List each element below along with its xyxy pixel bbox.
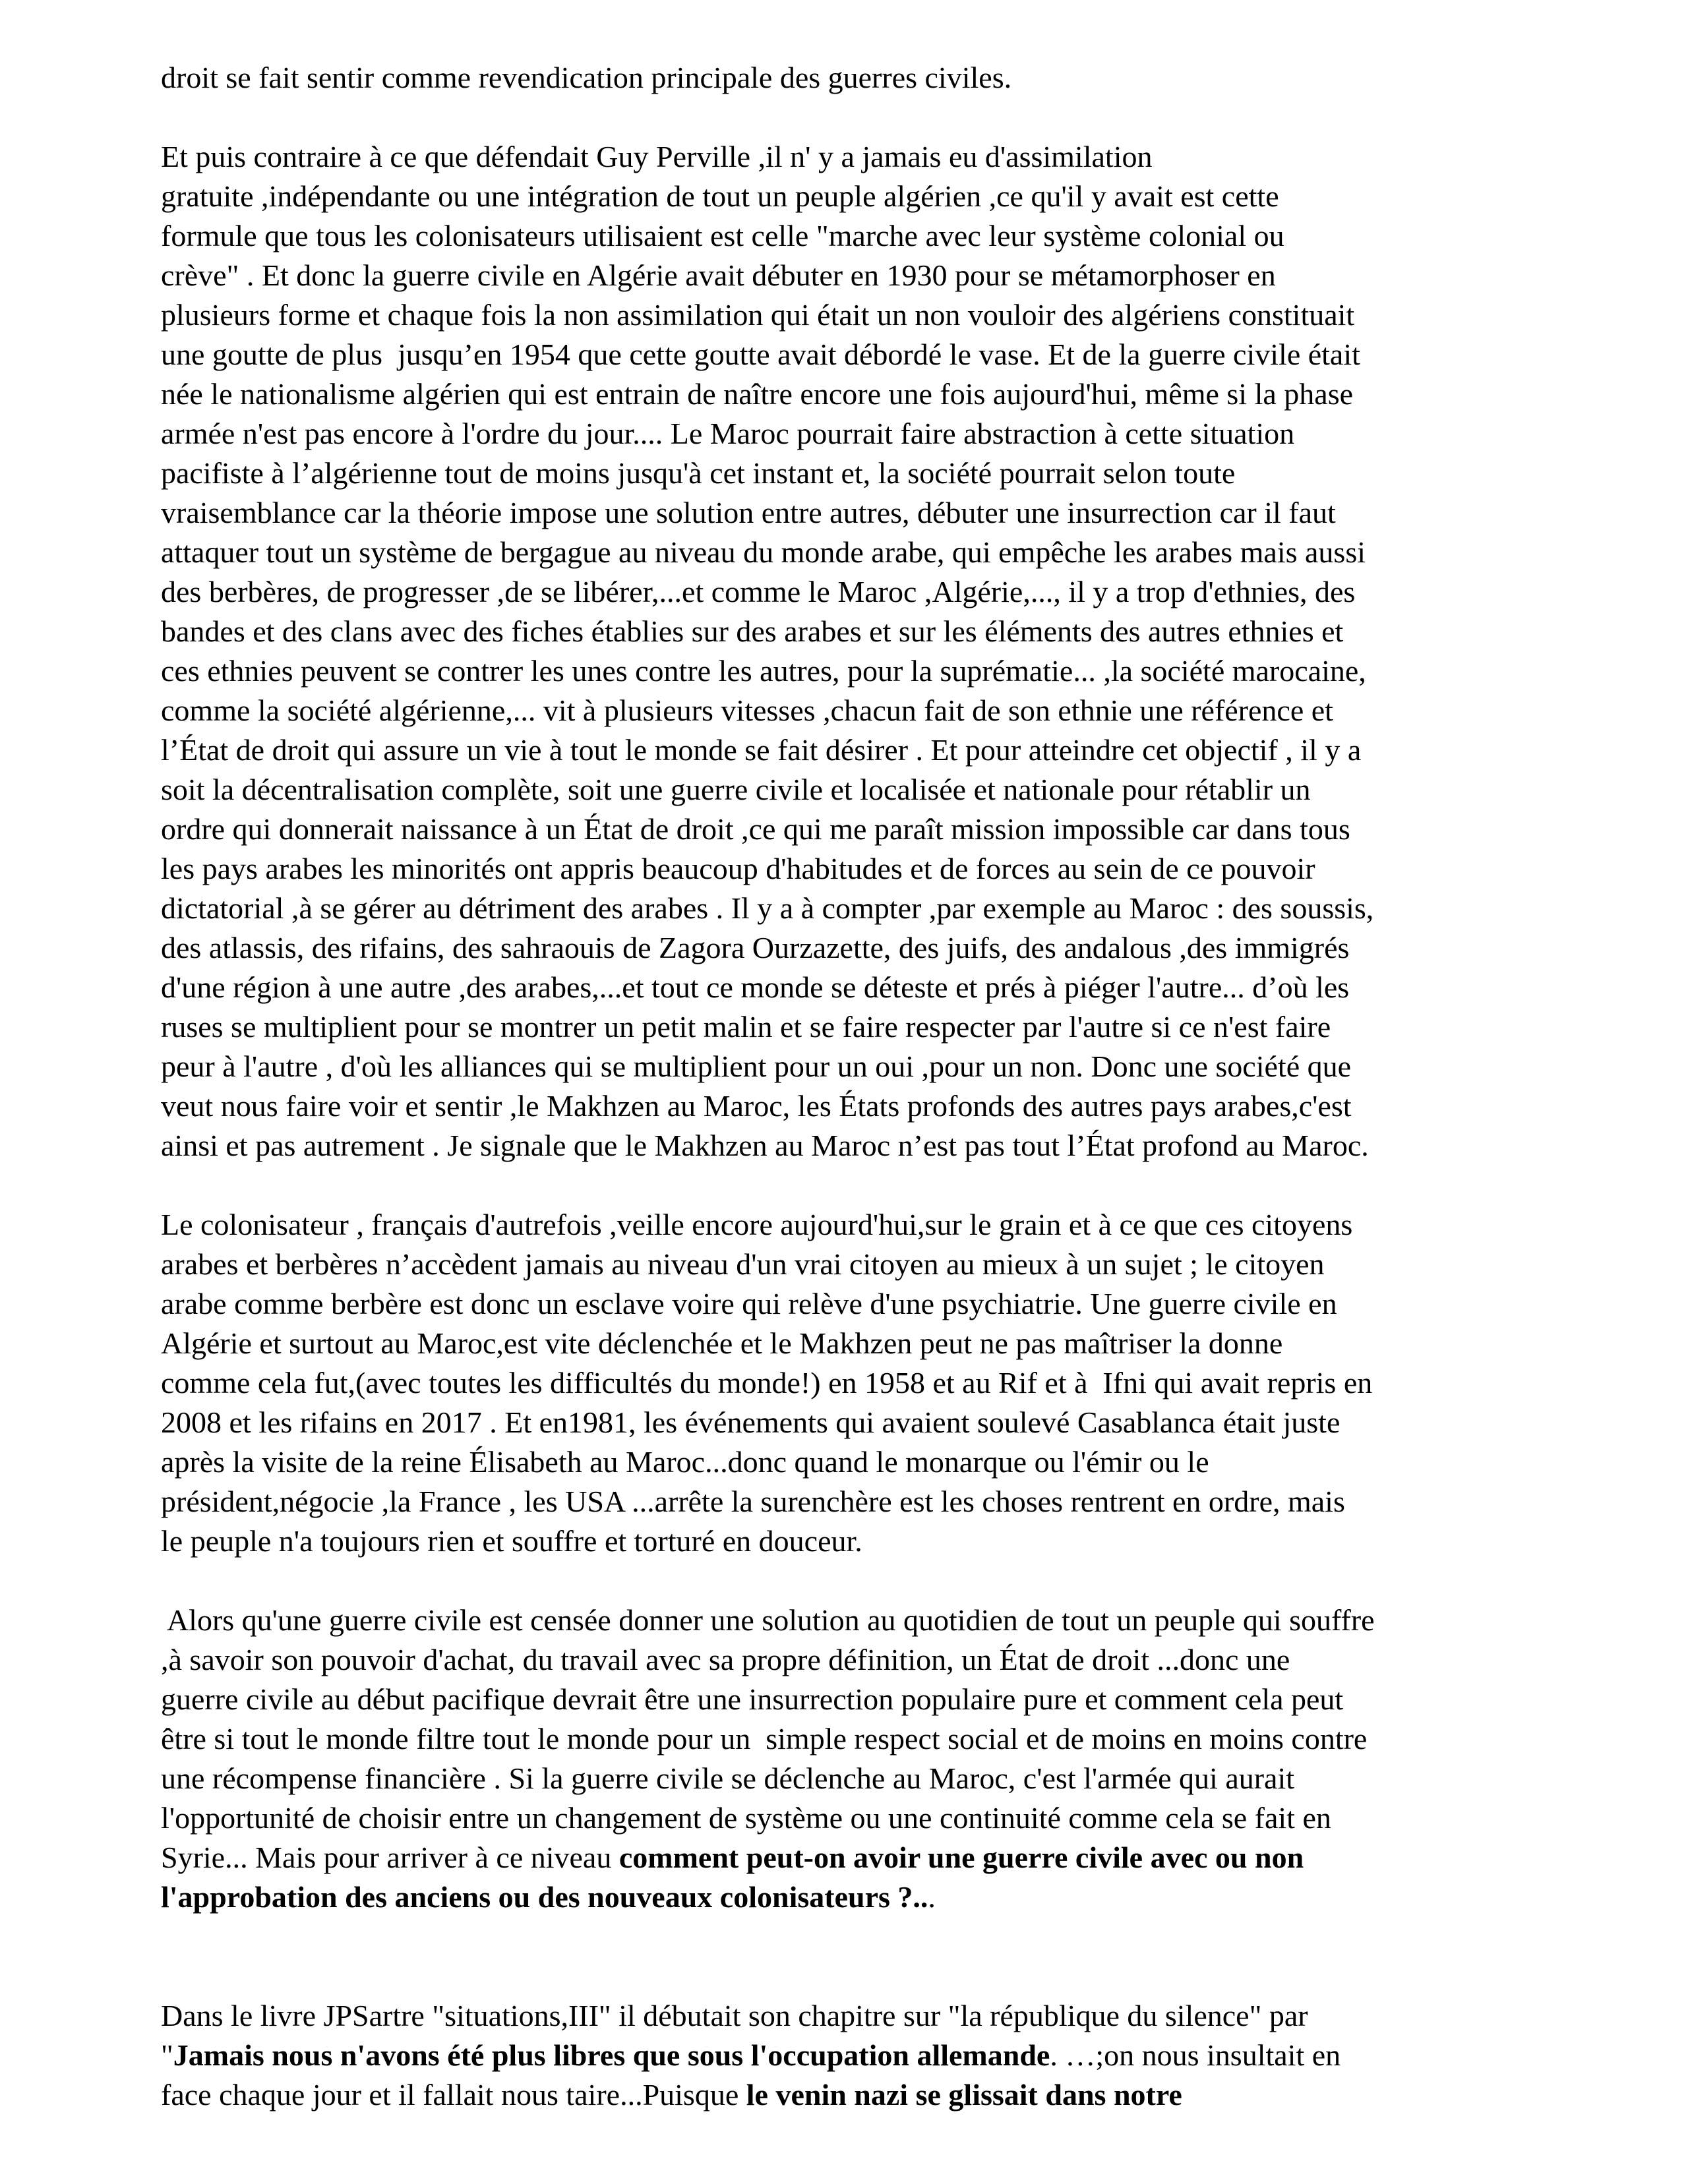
text-line bbox=[161, 1205, 1572, 1245]
paragraph-spacer bbox=[161, 1166, 1572, 1205]
text-line bbox=[161, 1324, 1572, 1363]
text-run: plusieurs forme et chaque fois la non assimilation qui était un non vouloir des algériens constituait bbox=[161, 298, 1355, 332]
text-line bbox=[161, 1403, 1572, 1442]
text-run: arabe comme berbère est donc un esclave voire qui relève d'une psychiatrie. Une guerre civile en bbox=[161, 1287, 1337, 1320]
text-run: ainsi et pas autrement . Je signale que le Makhzen au Maroc n’est pas tout l’État profond au Maroc. bbox=[161, 1129, 1369, 1162]
text-run: président,négocie ,la France , les USA ...arrête la surenchère est les choses rentrent en ordre, mais bbox=[161, 1485, 1345, 1518]
text-line bbox=[161, 137, 1572, 177]
bold-text-run: Jamais nous n'avons été plus libres que sous l'occupation allemande bbox=[173, 2038, 1050, 2072]
text-run: Alors qu'une guerre civile est censée donner une solution au quotidien de tout un peuple qui souffre bbox=[161, 1603, 1375, 1637]
text-run: des berbères, de progresser ,de se libérer,...et comme le Maroc ,Algérie,..., il y a trop d'ethnies, des bbox=[161, 575, 1356, 608]
text-run: ,à savoir son pouvoir d'achat, du travail avec sa propre définition, un État de droit ...donc une bbox=[161, 1643, 1290, 1676]
paragraph-spacer bbox=[161, 98, 1572, 137]
text-run: l’État de droit qui assure un vie à tout le monde se fait désirer . Et pour atteindre cet objectif , il y a bbox=[161, 733, 1362, 767]
paragraph bbox=[161, 58, 1572, 98]
text-run: formule que tous les colonisateurs utilisaient est celle "marche avec leur système colonial ou bbox=[161, 219, 1284, 252]
text-run: les pays arabes les minorités ont appris beaucoup d'habitudes et de forces au sein de ce pouvoir bbox=[161, 852, 1315, 885]
document-body bbox=[161, 58, 1572, 2115]
text-line bbox=[161, 651, 1572, 691]
text-line bbox=[161, 2036, 1572, 2075]
text-line bbox=[161, 414, 1572, 454]
text-run: l'opportunité de choisir entre un changement de système ou une continuité comme cela se fait en bbox=[161, 1801, 1331, 1835]
text-run: ordre qui donnerait naissance à un État de droit ,ce qui me paraît mission impossible car dans tous bbox=[161, 812, 1350, 846]
text-line bbox=[161, 889, 1572, 928]
text-run: née le nationalisme algérien qui est entrain de naître encore une fois aujourd'hui, même si la phase bbox=[161, 377, 1354, 411]
text-run: veut nous faire voir et sentir ,le Makhzen au Maroc, les États profonds des autres pays arabes,c'est bbox=[161, 1089, 1352, 1123]
text-run: peur à l'autre , d'où les alliances qui se multiplient pour un oui ,pour un non. Donc une société que bbox=[161, 1049, 1352, 1083]
text-run: gratuite ,indépendante ou une intégration de tout un peuple algérien ,ce qu'il y avait est cette bbox=[161, 179, 1279, 213]
paragraph bbox=[161, 1205, 1572, 1561]
text-run: vraisemblance car la théorie impose une solution entre autres, débuter une insurrection car il faut bbox=[161, 496, 1336, 529]
text-line bbox=[161, 572, 1572, 612]
text-line bbox=[161, 533, 1572, 572]
text-run: Et puis contraire à ce que défendait Guy Perville ,il n' y a jamais eu d'assimilation bbox=[161, 140, 1153, 173]
text-line bbox=[161, 1442, 1572, 1482]
text-line bbox=[161, 1086, 1572, 1126]
paragraph bbox=[161, 1601, 1572, 1917]
text-line bbox=[161, 1798, 1572, 1838]
paragraph-spacer bbox=[161, 1561, 1572, 1601]
text-run: armée n'est pas encore à l'ordre du jour.... Le Maroc pourrait faire abstraction à cette situation bbox=[161, 417, 1295, 450]
text-line bbox=[161, 1245, 1572, 1284]
text-run: attaquer tout un système de bergague au niveau du monde arabe, qui empêche les arabes mais aussi bbox=[161, 535, 1366, 569]
text-line bbox=[161, 730, 1572, 770]
text-line bbox=[161, 374, 1572, 414]
text-line bbox=[161, 1126, 1572, 1166]
text-run: une goutte de plus jusqu’en 1954 que cette goutte avait débordé le vase. Et de la guerre civile était bbox=[161, 338, 1360, 371]
text-run: 2008 et les rifains en 2017 . Et en1981, les événements qui avaient soulevé Casablanca était juste bbox=[161, 1405, 1341, 1439]
text-line bbox=[161, 1007, 1572, 1047]
text-line bbox=[161, 1521, 1572, 1561]
text-line bbox=[161, 810, 1572, 849]
text-line bbox=[161, 770, 1572, 810]
text-line bbox=[161, 335, 1572, 374]
text-line bbox=[161, 691, 1572, 730]
text-line bbox=[161, 1996, 1572, 2036]
bold-text-run: l'approbation des anciens ou des nouveaux colonisateurs ?.. bbox=[161, 1880, 928, 1914]
text-line bbox=[161, 454, 1572, 493]
text-run: . bbox=[928, 1880, 936, 1914]
text-run: soit la décentralisation complète, soit une guerre civile et localisée et nationale pour rétablir un bbox=[161, 773, 1311, 806]
text-line bbox=[161, 493, 1572, 533]
text-line bbox=[161, 612, 1572, 651]
text-run: droit se fait sentir comme revendication principale des guerres civiles. bbox=[161, 61, 1012, 94]
text-run: ruses se multiplient pour se montrer un petit malin et se faire respecter par l'autre si ce n'est faire bbox=[161, 1010, 1331, 1044]
text-run: dictatorial ,à se gérer au détriment des arabes . Il y a à compter ,par exemple au Maroc : des soussis, bbox=[161, 891, 1374, 925]
text-line bbox=[161, 1640, 1572, 1680]
text-run: guerre civile au début pacifique devrait être une insurrection populaire pure et comment cela peut bbox=[161, 1682, 1344, 1716]
text-line bbox=[161, 58, 1572, 98]
text-run: une récompense financière . Si la guerre civile se déclenche au Maroc, c'est l'armée qui aurait bbox=[161, 1761, 1295, 1795]
bold-text-run: le venin nazi se glissait dans notre bbox=[746, 2078, 1182, 2111]
text-run: . …;on nous insultait en bbox=[1050, 2038, 1341, 2072]
text-line bbox=[161, 2075, 1572, 2115]
text-run: face chaque jour et il fallait nous taire...Puisque bbox=[161, 2078, 746, 2111]
text-line bbox=[161, 1482, 1572, 1521]
paragraph-spacer bbox=[161, 1917, 1572, 1996]
text-line bbox=[161, 177, 1572, 216]
text-run: Algérie et surtout au Maroc,est vite déclenchée et le Makhzen peut ne pas maîtriser la donne bbox=[161, 1326, 1283, 1360]
text-line bbox=[161, 968, 1572, 1007]
text-line bbox=[161, 849, 1572, 889]
text-line bbox=[161, 1047, 1572, 1086]
text-line bbox=[161, 1680, 1572, 1719]
text-line bbox=[161, 1838, 1572, 1877]
text-line bbox=[161, 256, 1572, 295]
text-run: des atlassis, des rifains, des sahraouis de Zagora Ourzazette, des juifs, des andalous ,des immigrés bbox=[161, 931, 1350, 964]
text-run: après la visite de la reine Élisabeth au Maroc...donc quand le monarque ou l'émir ou le bbox=[161, 1445, 1209, 1479]
text-run: crève" . Et donc la guerre civile en Algérie avait débuter en 1930 pour se métamorphoser en bbox=[161, 258, 1276, 292]
text-run: " bbox=[161, 2038, 173, 2072]
text-run: Dans le livre JPSartre "situations,III" il débutait son chapitre sur "la république du silence" par bbox=[161, 1999, 1308, 2032]
bold-text-run: comment peut-on avoir une guerre civile avec ou non bbox=[618, 1841, 1304, 1874]
text-line bbox=[161, 1284, 1572, 1324]
text-run: Le colonisateur , français d'autrefois ,veille encore aujourd'hui,sur le grain et à ce que ces citoyens bbox=[161, 1208, 1353, 1241]
text-line bbox=[161, 928, 1572, 968]
text-run: d'une région à une autre ,des arabes,...et tout ce monde se déteste et prés à piéger l'autre... d’où les bbox=[161, 970, 1350, 1004]
text-run: le peuple n'a toujours rien et souffre et torturé en douceur. bbox=[161, 1524, 862, 1558]
text-run: ces ethnies peuvent se contrer les unes contre les autres, pour la suprématie... ,la société marocaine, bbox=[161, 654, 1366, 688]
text-line bbox=[161, 1719, 1572, 1759]
text-line bbox=[161, 1759, 1572, 1798]
text-run: Syrie... Mais pour arriver à ce niveau bbox=[161, 1841, 619, 1874]
paragraph bbox=[161, 137, 1572, 1166]
paragraph bbox=[161, 1996, 1572, 2115]
text-run: comme cela fut,(avec toutes les difficultés du monde!) en 1958 et au Rif et à Ifni qui avait repris en bbox=[161, 1366, 1373, 1400]
text-run: être si tout le monde filtre tout le monde pour un simple respect social et de moins en moins contre bbox=[161, 1722, 1368, 1756]
text-line bbox=[161, 1601, 1572, 1640]
text-run: arabes et berbères n’accèdent jamais au niveau d'un vrai citoyen au mieux à un sujet ; le citoyen bbox=[161, 1247, 1325, 1281]
text-line bbox=[161, 1877, 1572, 1917]
text-run: comme la société algérienne,... vit à plusieurs vitesses ,chacun fait de son ethnie une référence et bbox=[161, 694, 1333, 727]
text-run: bandes et des clans avec des fiches établies sur des arabes et sur les éléments des autres ethnies et bbox=[161, 614, 1344, 648]
text-line bbox=[161, 295, 1572, 335]
text-run: pacifiste à l’algérienne tout de moins jusqu'à cet instant et, la société pourrait selon toute bbox=[161, 456, 1236, 490]
text-line bbox=[161, 216, 1572, 256]
text-line bbox=[161, 1363, 1572, 1403]
